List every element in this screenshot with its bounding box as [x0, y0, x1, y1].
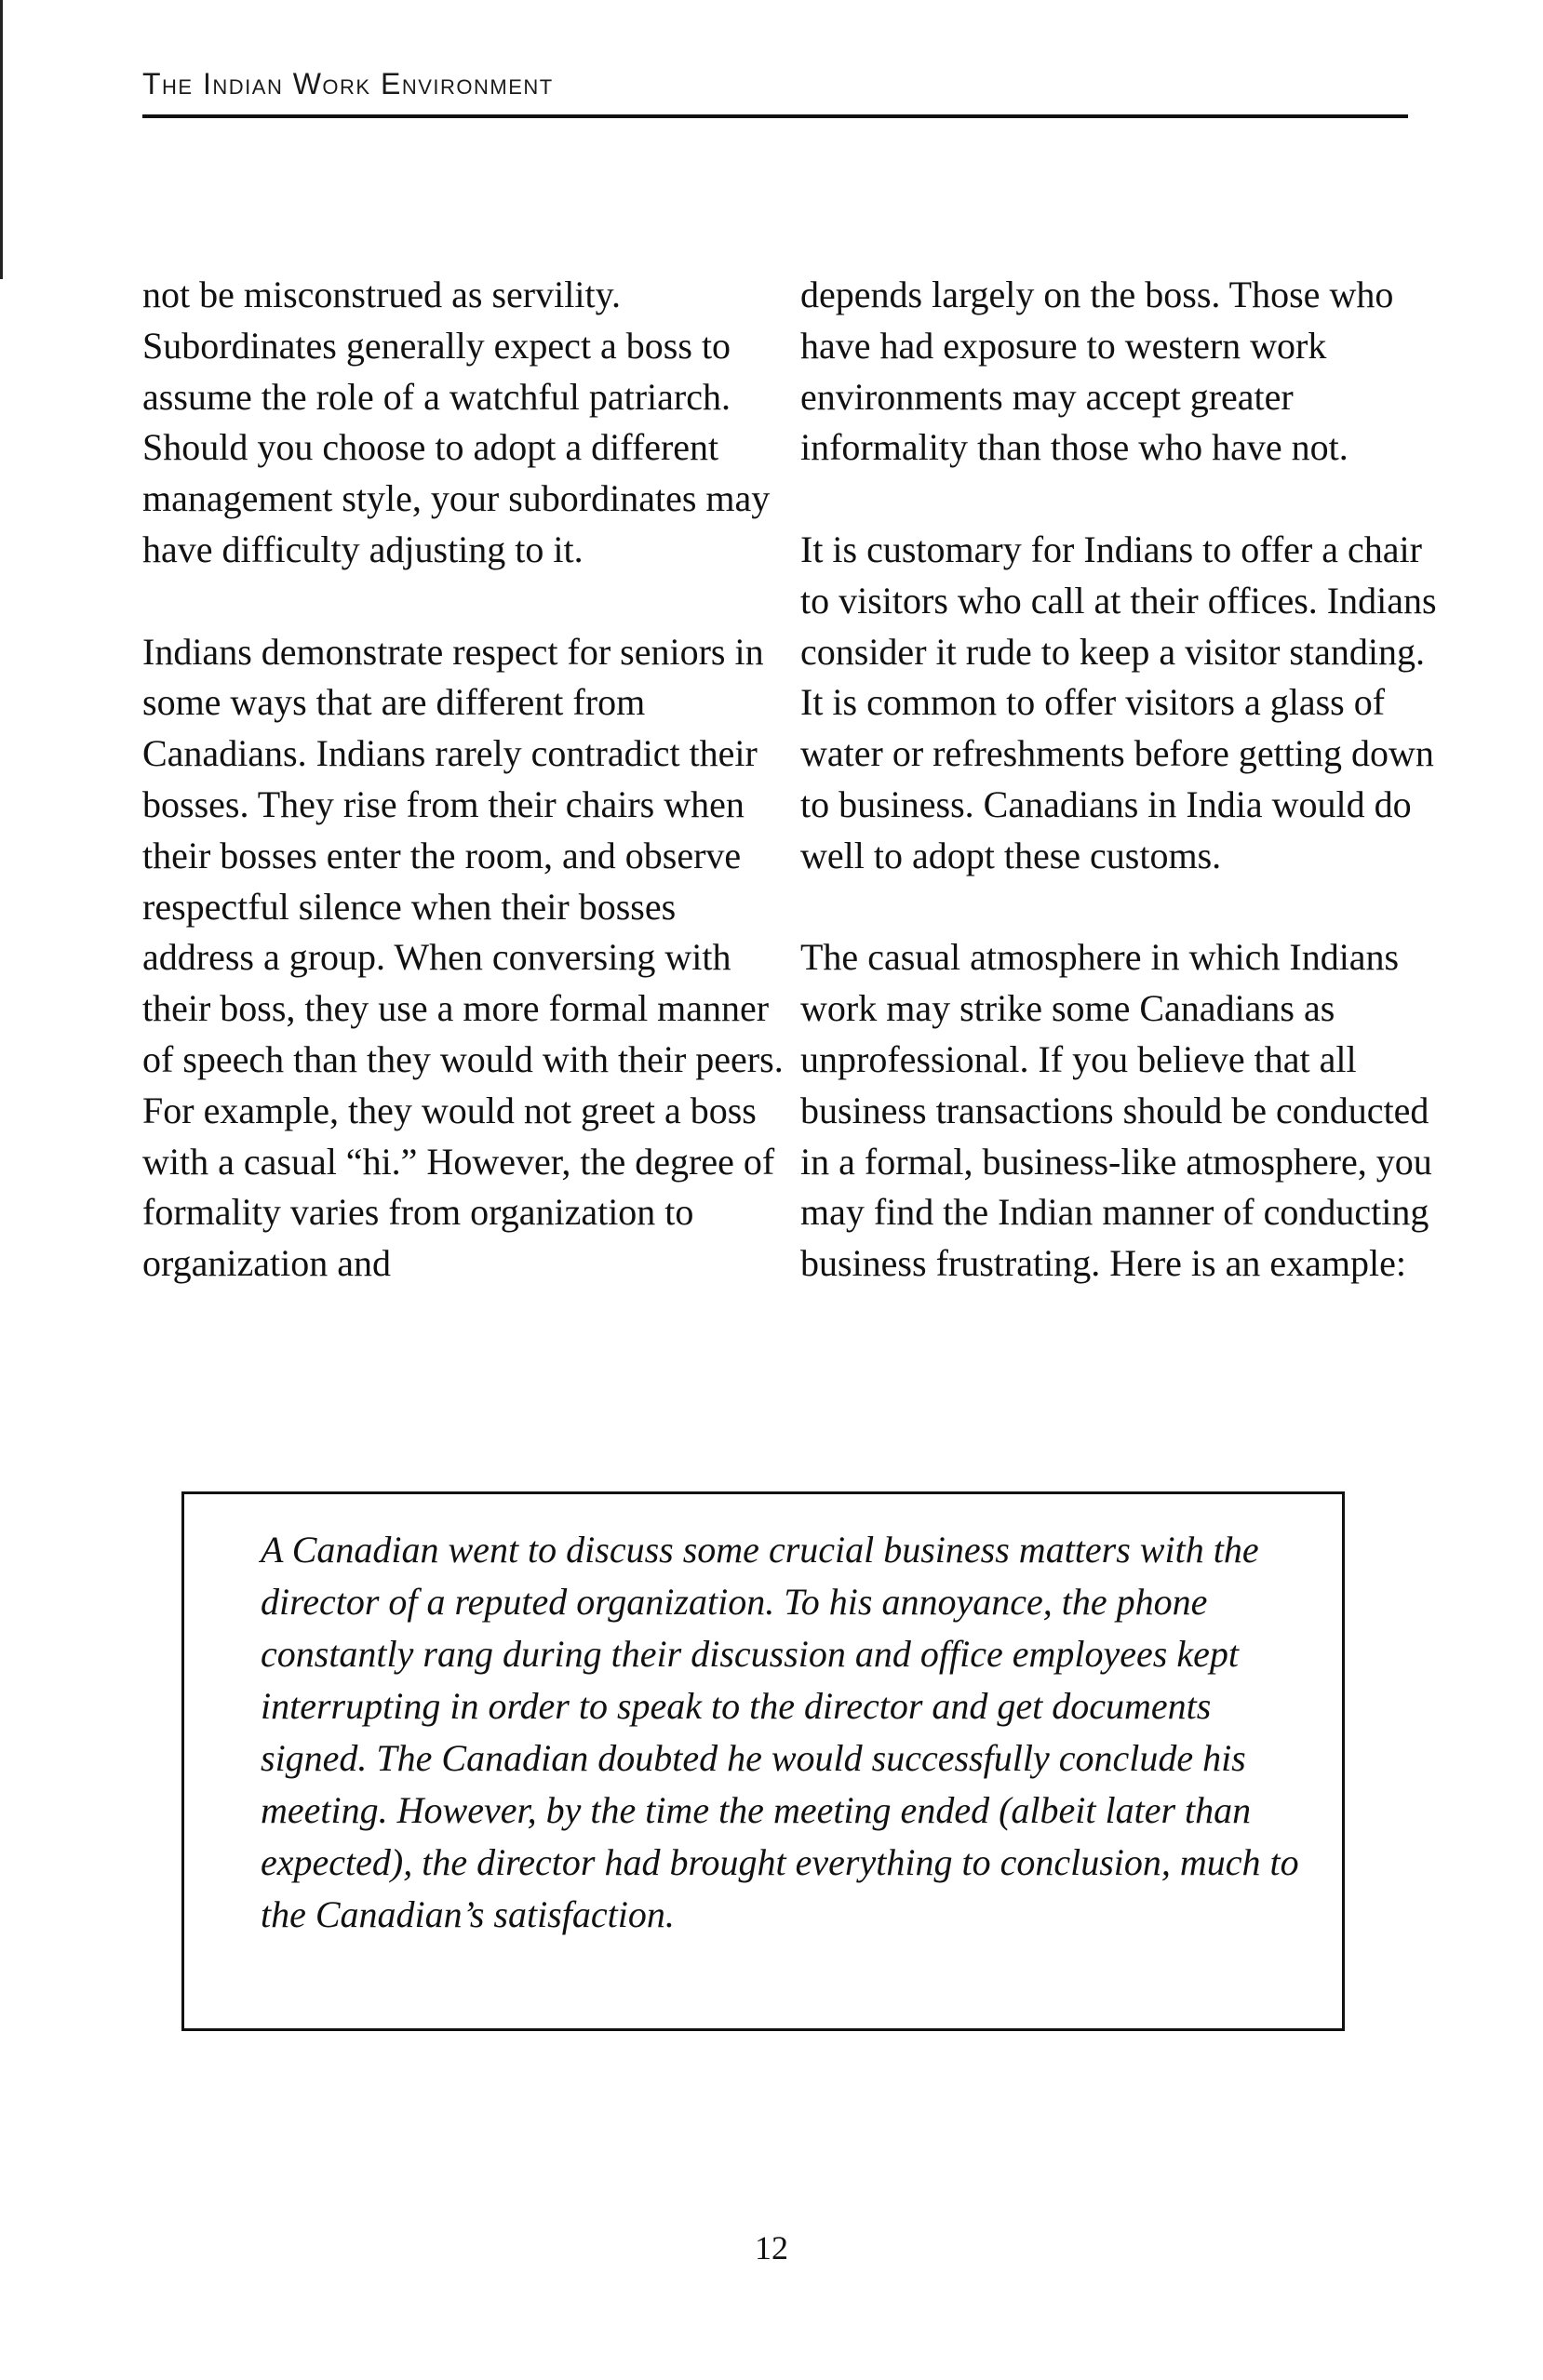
- running-header: [142, 67, 1408, 118]
- left-column: [142, 270, 785, 1290]
- right-column: [800, 270, 1452, 1290]
- right-paragraph-2: It is customary for Indians to offer a chair to visitors who call at their offices. Indians consider it rude to keep a visitor standing. It is common to offer visitors a glass of water or refreshments before getting down to business. Canadians in India would do well to adopt these customs.: [800, 528, 1437, 876]
- left-paragraph-1: not be misconstrued as servility. Subordinates generally expect a boss to assume the role of a watchful patriarch. Should you choose to adopt a different management style, your subordinates may have difficulty adjusting to it.: [142, 274, 771, 570]
- example-callout-box: [181, 1491, 1345, 2031]
- scan-edge-line: [0, 0, 3, 279]
- right-paragraph-3: The casual atmosphere in which Indians work may strike some Canadians as unprofessional. If you believe that all business transactions should be conducted in a formal, business-like atmosphere, you may find the Indian manner of conducting business frustrating. Here is an example:: [800, 936, 1432, 1285]
- example-callout-text: A Canadian went to discuss some crucial business matters with the director of a reputed organization. To his annoyance, the phone constantly rang during their discussion and office employees kept interrupting in order to speak to the director and get documents signed. The Canadian doubted he would successfully conclude his meeting. However, by the time the meeting ended (albeit later than expected), the director had brought everything to conclusion, much to the Canadian’s satisfaction.: [261, 1529, 1299, 1935]
- page-number: 12: [755, 2229, 788, 2266]
- right-paragraph-1: depends largely on the boss. Those who have had exposure to western work environments may accept greater informality than those who have not.: [800, 274, 1394, 469]
- header-divider: [142, 114, 1408, 118]
- running-header-title: The Indian Work Environment: [142, 67, 554, 100]
- left-paragraph-2: Indians demonstrate respect for seniors in some ways that are different from Canadians. Indians rarely contradict their bosses. They rise from their chairs when their bosses enter the room, and observe respectful silence when their bosses address a group. When conversing with their boss, they use a more formal manner of speech than they would with their peers. For example, they would not greet a boss with a casual “hi.” However, the degree of formality varies from organization to organization and: [142, 630, 784, 1285]
